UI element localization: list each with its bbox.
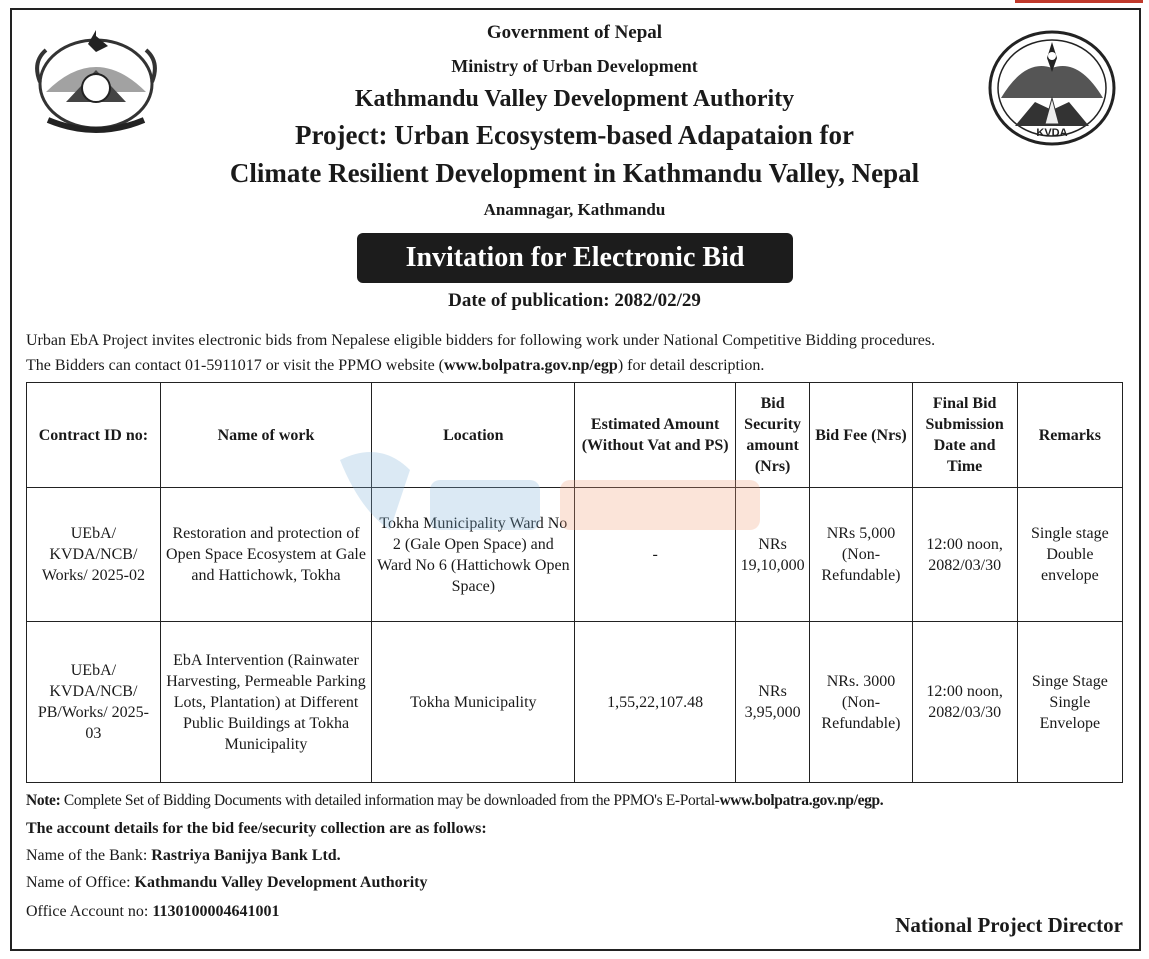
cell-bid-security: NRs 3,95,000 bbox=[735, 622, 810, 783]
notice-title-banner: Invitation for Electronic Bid bbox=[357, 233, 793, 283]
header-location: Location bbox=[372, 383, 575, 488]
office-line bbox=[26, 874, 427, 892]
cell-bid-fee: NRs 5,000 (Non-Refundable) bbox=[810, 488, 912, 622]
cell-name-of-work: Restoration and protection of Open Space Ecosystem at Gale and Hattichowk, Tokha bbox=[160, 488, 371, 622]
cell-submission: 12:00 noon, 2082/03/30 bbox=[912, 622, 1017, 783]
address: Anamnagar, Kathmandu bbox=[483, 200, 666, 219]
account-value: 1130100004641001 bbox=[152, 903, 280, 920]
ministry-title: Ministry of Urban Development bbox=[451, 56, 698, 76]
intro-line-2 bbox=[26, 353, 1136, 378]
bid-table bbox=[26, 382, 1123, 783]
cell-remarks: Single stage Double envelope bbox=[1017, 488, 1122, 622]
intro-paragraph bbox=[26, 328, 1136, 378]
intro-line-1: Urban EbA Project invites electronic bids from Nepalese eligible bidders for following work under National Competitive Bidding procedures. bbox=[26, 332, 936, 349]
bank-value: Rastriya Banijya Bank Ltd. bbox=[151, 847, 341, 864]
government-title: Government of Nepal bbox=[486, 22, 663, 43]
office-value: Kathmandu Valley Development Authority bbox=[134, 874, 428, 891]
note-label: Note: bbox=[26, 792, 61, 809]
account-number-line bbox=[26, 903, 279, 921]
bank-line bbox=[26, 847, 341, 865]
header-name-of-work: Name of work bbox=[160, 383, 371, 488]
header-estimated-amount: Estimated Amount (Without Vat and PS) bbox=[575, 383, 735, 488]
project-title-line2: Climate Resilient Development in Kathmandu Valley, Nepal bbox=[229, 158, 920, 188]
cell-location: Tokha Municipality Ward No 2 (Gale Open Space) and Ward No 6 (Hattichowk Open Space) bbox=[372, 488, 575, 622]
cell-contract-id: UEbA/ KVDA/NCB/ PB/Works/ 2025-03 bbox=[27, 622, 161, 783]
cell-location: Tokha Municipality bbox=[372, 622, 575, 783]
egp-portal-link[interactable]: www.bolpatra.gov.np/egp. bbox=[719, 792, 884, 809]
account-label: Office Account no: bbox=[26, 903, 153, 920]
cell-name-of-work: EbA Intervention (Rainwater Harvesting, Permeable Parking Lots, Plantation) at Different Public Buildings at Tokha Municipality bbox=[160, 622, 371, 783]
cell-bid-security: NRs 19,10,000 bbox=[735, 488, 810, 622]
header-bid-fee: Bid Fee (Nrs) bbox=[810, 383, 912, 488]
header-submission: Final Bid Submission Date and Time bbox=[912, 383, 1017, 488]
table-row bbox=[27, 622, 1123, 783]
cell-remarks: Singe Stage Single Envelope bbox=[1017, 622, 1122, 783]
table-header-row bbox=[27, 383, 1123, 488]
kvda-logo-label: KVDA bbox=[1036, 127, 1068, 139]
note-text: Complete Set of Bidding Documents with detailed information may be downloaded from the PPMO's E-Portal- bbox=[60, 792, 720, 809]
cell-bid-fee: NRs. 3000 (Non-Refundable) bbox=[810, 622, 912, 783]
cell-contract-id: UEbA/ KVDA/NCB/ Works/ 2025-02 bbox=[27, 488, 161, 622]
header-contract-id: Contract ID no: bbox=[27, 383, 161, 488]
ppmo-website-link[interactable]: www.bolpatra.gov.np/egp bbox=[444, 357, 618, 374]
note-line bbox=[26, 792, 883, 810]
publication-date: Date of publication: 2082/02/29 bbox=[448, 290, 701, 311]
account-details-title: The account details for the bid fee/security collection are as follows: bbox=[26, 820, 487, 837]
cell-estimated-amount: - bbox=[575, 488, 735, 622]
corner-accent bbox=[1015, 0, 1143, 3]
bank-label: Name of the Bank: bbox=[26, 847, 152, 864]
intro-line-2-text: The Bidders can contact 01-5911017 or visit the PPMO website ( bbox=[26, 357, 444, 374]
intro-line-2-end: ) for detail description. bbox=[617, 357, 765, 374]
office-label: Name of Office: bbox=[26, 874, 135, 891]
header-remarks: Remarks bbox=[1017, 383, 1122, 488]
authority-title: Kathmandu Valley Development Authority bbox=[354, 86, 795, 112]
cell-estimated-amount: 1,55,22,107.48 bbox=[575, 622, 735, 783]
cell-submission: 12:00 noon, 2082/03/30 bbox=[912, 488, 1017, 622]
table-row bbox=[27, 488, 1123, 622]
header-bid-security: Bid Security amount (Nrs) bbox=[735, 383, 810, 488]
signatory: National Project Director bbox=[895, 913, 1123, 937]
project-title-line1: Project: Urban Ecosystem-based Adapataion for bbox=[295, 120, 854, 150]
